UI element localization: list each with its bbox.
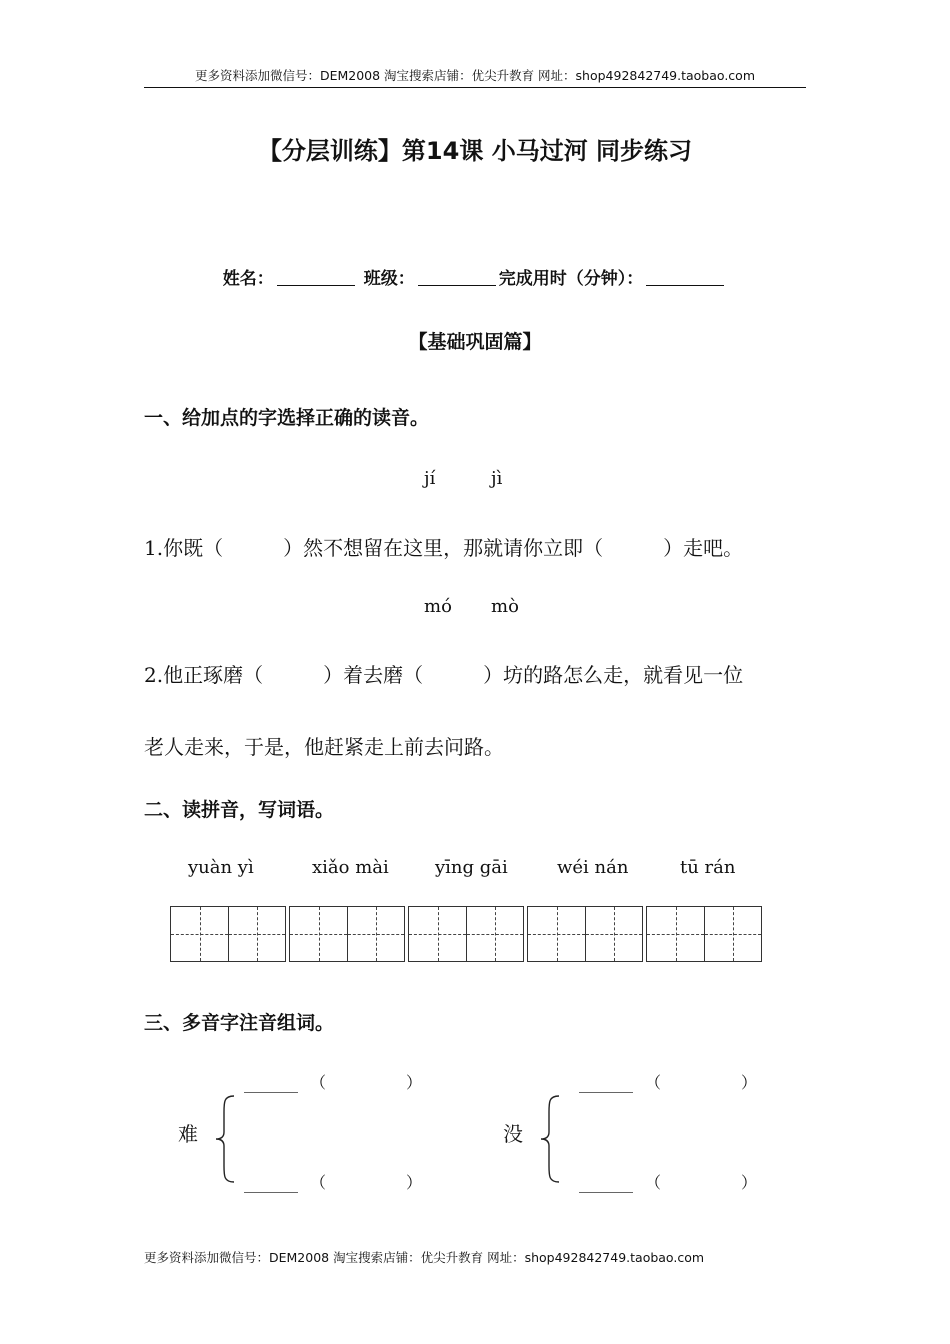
question-1-heading: 一、给加点的字选择正确的读音。 [144,407,430,429]
class-blank[interactable] [418,267,496,286]
pinyin-mo-4: mò [491,596,519,617]
tianzige-cell[interactable] [290,907,347,961]
word-blank[interactable] [579,1078,633,1093]
time-label: 完成用时（分钟）： [498,269,644,289]
pinyin-ji-4: jì [491,468,503,489]
footer-note: 更多资料添加微信号：DEM2008 淘宝搜索店铺：优尖升教育 网址：shop492842749.taobao.com [144,1250,705,1265]
writing-grid [170,906,765,962]
word-box[interactable] [527,906,643,962]
word-pinyin: yuàn yì [188,857,254,878]
tianzige-cell[interactable] [585,907,642,961]
pinyin-mo-2: mó [424,596,452,617]
question-2-heading: 二、读拼音，写词语。 [144,799,335,821]
answer-line-2a [579,1070,757,1093]
question-1-sentence-1: 1.你既（ ）然不想留在这里，那就请你立即（ ）走吧。 [144,536,744,560]
pinyin-paren[interactable]: （ ） [645,1073,758,1092]
header-divider [144,87,806,88]
section-heading: 【基础巩固篇】 [408,331,542,353]
question-1-sentence-3: 老人走来，于是，他赶紧走上前去问路。 [144,735,504,759]
polyphone-char-2: 没 [503,1122,523,1146]
word-box[interactable] [170,906,286,962]
name-label: 姓名： [222,269,274,289]
answer-line-1a [244,1070,422,1093]
student-info-line [0,264,950,289]
word-box[interactable] [408,906,524,962]
brace-icon [537,1094,563,1184]
brace-icon [212,1094,238,1184]
tianzige-cell[interactable] [528,907,585,961]
pinyin-paren[interactable]: （ ） [310,1173,423,1192]
pinyin-paren[interactable]: （ ） [645,1173,758,1192]
word-blank[interactable] [244,1078,298,1093]
tianzige-cell[interactable] [704,907,761,961]
pinyin-ji-2: jí [424,468,436,489]
word-pinyin: xiǎo mài [312,857,389,878]
tianzige-cell[interactable] [228,907,285,961]
answer-line-1b [244,1170,422,1193]
name-blank[interactable] [277,267,355,286]
word-box[interactable] [289,906,405,962]
word-pinyin: yīng gāi [435,857,508,878]
word-box[interactable] [646,906,762,962]
time-blank[interactable] [646,267,724,286]
tianzige-cell[interactable] [347,907,404,961]
question-3-heading: 三、多音字注音组词。 [144,1012,335,1034]
tianzige-cell[interactable] [409,907,466,961]
pinyin-paren[interactable]: （ ） [310,1073,423,1092]
page-title: 【分层训练】第14课 小马过河 同步练习 [257,137,693,165]
answer-line-2b [579,1170,757,1193]
header-note: 更多资料添加微信号：DEM2008 淘宝搜索店铺：优尖升教育 网址：shop492842749.taobao.com [194,68,756,83]
word-blank[interactable] [244,1178,298,1193]
word-pinyin: tū rán [680,857,736,878]
question-1-sentence-2: 2.他正琢磨（ ）着去磨（ ）坊的路怎么走，就看见一位 [144,663,744,687]
polyphone-char-1: 难 [178,1122,198,1146]
word-pinyin: wéi nán [557,857,629,878]
tianzige-cell[interactable] [466,907,523,961]
tianzige-cell[interactable] [171,907,228,961]
tianzige-cell[interactable] [647,907,704,961]
class-label: 班级： [363,269,415,289]
word-blank[interactable] [579,1178,633,1193]
